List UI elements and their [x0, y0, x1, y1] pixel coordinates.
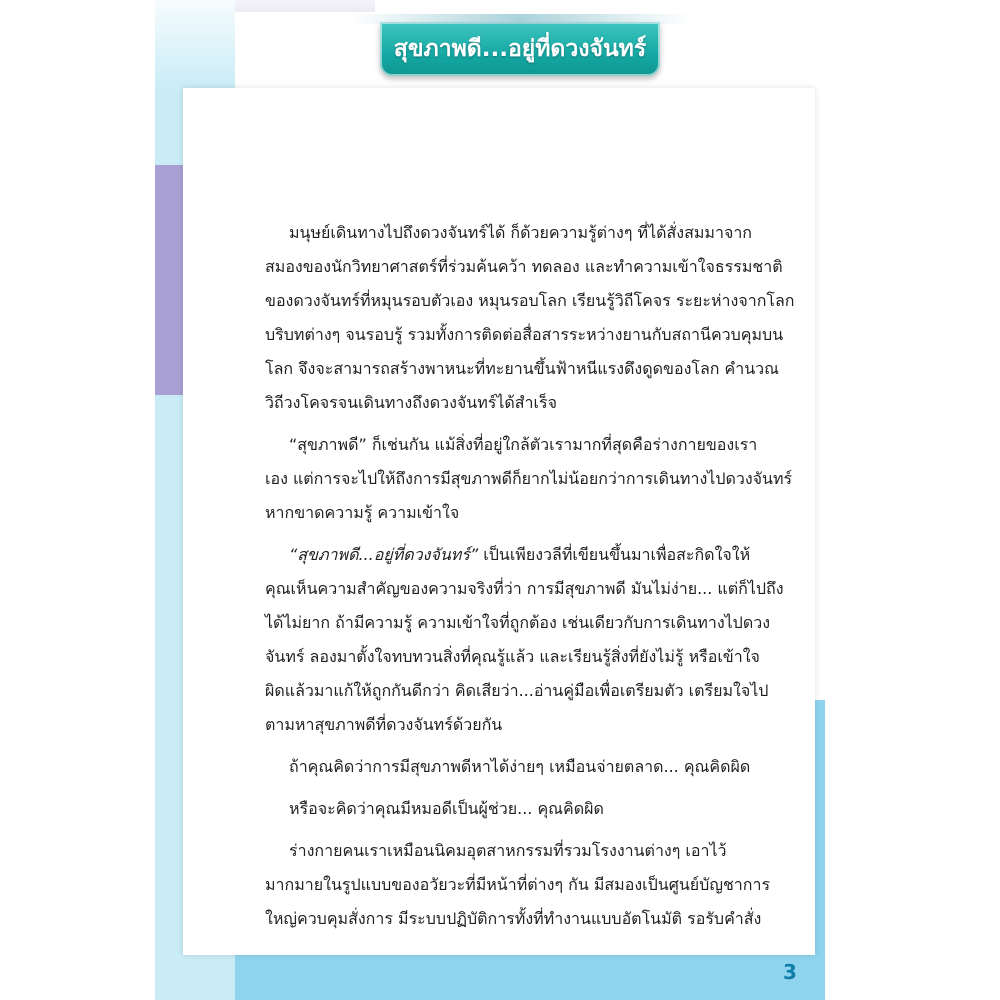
- text-line: ตามหาสุขภาพดีที่ดวงจันทร์ด้วยกัน: [265, 715, 503, 734]
- paragraph-3: [265, 538, 805, 742]
- text-line: มนุษย์เดินทางไปถึงดวงจันทร์ได้ ก็ด้วยความรู้ต่างๆ ที่ได้สั่งสมมาจาก: [289, 223, 752, 242]
- body-text: [265, 216, 805, 944]
- text-line: จันทร์ ลองมาตั้งใจทบทวนสิ่งที่คุณรู้แล้ว และเรียนรู้สิ่งที่ยังไม่รู้ หรือเข้าใจ: [265, 647, 760, 666]
- text-line-rest: เป็นเพียงวลีที่เขียนขึ้นมาเพื่อสะกิดใจให้: [478, 545, 751, 564]
- text-line: เอง แต่การจะไปให้ถึงการมีสุขภาพดีก็ยากไม่น้อยกว่าการเดินทางไปดวงจันทร์: [265, 469, 793, 488]
- text-line: หากขาดความรู้ ความเข้าใจ: [265, 503, 460, 522]
- chapter-title: สุขภาพดี...อยู่ที่ดวงจันทร์: [393, 36, 647, 62]
- text-line: [265, 538, 805, 572]
- paragraph-6: [265, 834, 805, 936]
- paragraph-2: [265, 428, 805, 530]
- paragraph-4: [265, 750, 805, 784]
- paragraph-5: [265, 792, 805, 826]
- text-line: หรือจะคิดว่าคุณมีหมอดีเป็นผู้ช่วย... คุณคิดผิด: [289, 799, 604, 818]
- text-line: โลก จึงจะสามารถสร้างพาหนะที่ทะยานขึ้นฟ้าหนีแรงดึงดูดของโลก คำนวณ: [265, 359, 779, 378]
- text-line: ผิดแล้วมาแก้ให้ถูกกันดีกว่า คิดเสียว่า...อ่านคู่มือเพื่อเตรียมตัว เตรียมใจไป: [265, 681, 769, 700]
- text-line: มากมายในรูปแบบของอวัยวะที่มีหน้าที่ต่างๆ กัน มีสมองเป็นศูนย์บัญชาการ: [265, 875, 771, 894]
- italic-phrase: “สุขภาพดี...อยู่ที่ดวงจันทร์”: [289, 545, 479, 564]
- chapter-title-tab: [380, 22, 660, 76]
- text-line: ร่างกายคนเราเหมือนนิคมอุตสาหกรรมที่รวมโรงงานต่างๆ เอาไว้: [289, 841, 727, 860]
- text-line: สมองของนักวิทยาศาสตร์ที่ร่วมค้นคว้า ทดลอง และทำความเข้าใจธรรมชาติ: [265, 257, 783, 276]
- text-line: บริบทต่างๆ จนรอบรู้ รวมทั้งการติดต่อสื่อสารระหว่างยานกับสถานีควบคุมบน: [265, 325, 784, 344]
- decorative-lavender-side-strip: [155, 165, 183, 395]
- decorative-blue-bottom-band: [235, 955, 825, 1000]
- text-line: วิถีวงโคจรจนเดินทางถึงดวงจันทร์ได้สำเร็จ: [265, 393, 557, 412]
- page-number: 3: [783, 960, 797, 984]
- paragraph-1: [265, 216, 805, 420]
- text-line: ถ้าคุณคิดว่าการมีสุขภาพดีหาได้ง่ายๆ เหมือนจ่ายตลาด... คุณคิดผิด: [289, 757, 751, 776]
- text-line: คุณเห็นความสำคัญของความจริงที่ว่า การมีสุขภาพดี มันไม่ง่าย... แต่ก็ไปถึง: [265, 579, 784, 598]
- text-line: ได้ไม่ยาก ถ้ามีความรู้ ความเข้าใจที่ถูกต้อง เช่นเดียวกับการเดินทางไปดวง: [265, 613, 771, 632]
- text-line: “สุขภาพดี” ก็เช่นกัน แม้สิ่งที่อยู่ใกล้ตัวเรามากที่สุดคือร่างกายของเรา: [289, 435, 758, 454]
- text-line: ของดวงจันทร์ที่หมุนรอบตัวเอง หมุนรอบโลก เรียนรู้วิถีโคจร ระยะห่างจากโลก: [265, 291, 795, 310]
- text-line: ใหญ่ควบคุมสั่งการ มีระบบปฏิบัติการทั้งที่ทำงานแบบอัตโนมัติ รอรับคำสั่ง: [265, 909, 762, 928]
